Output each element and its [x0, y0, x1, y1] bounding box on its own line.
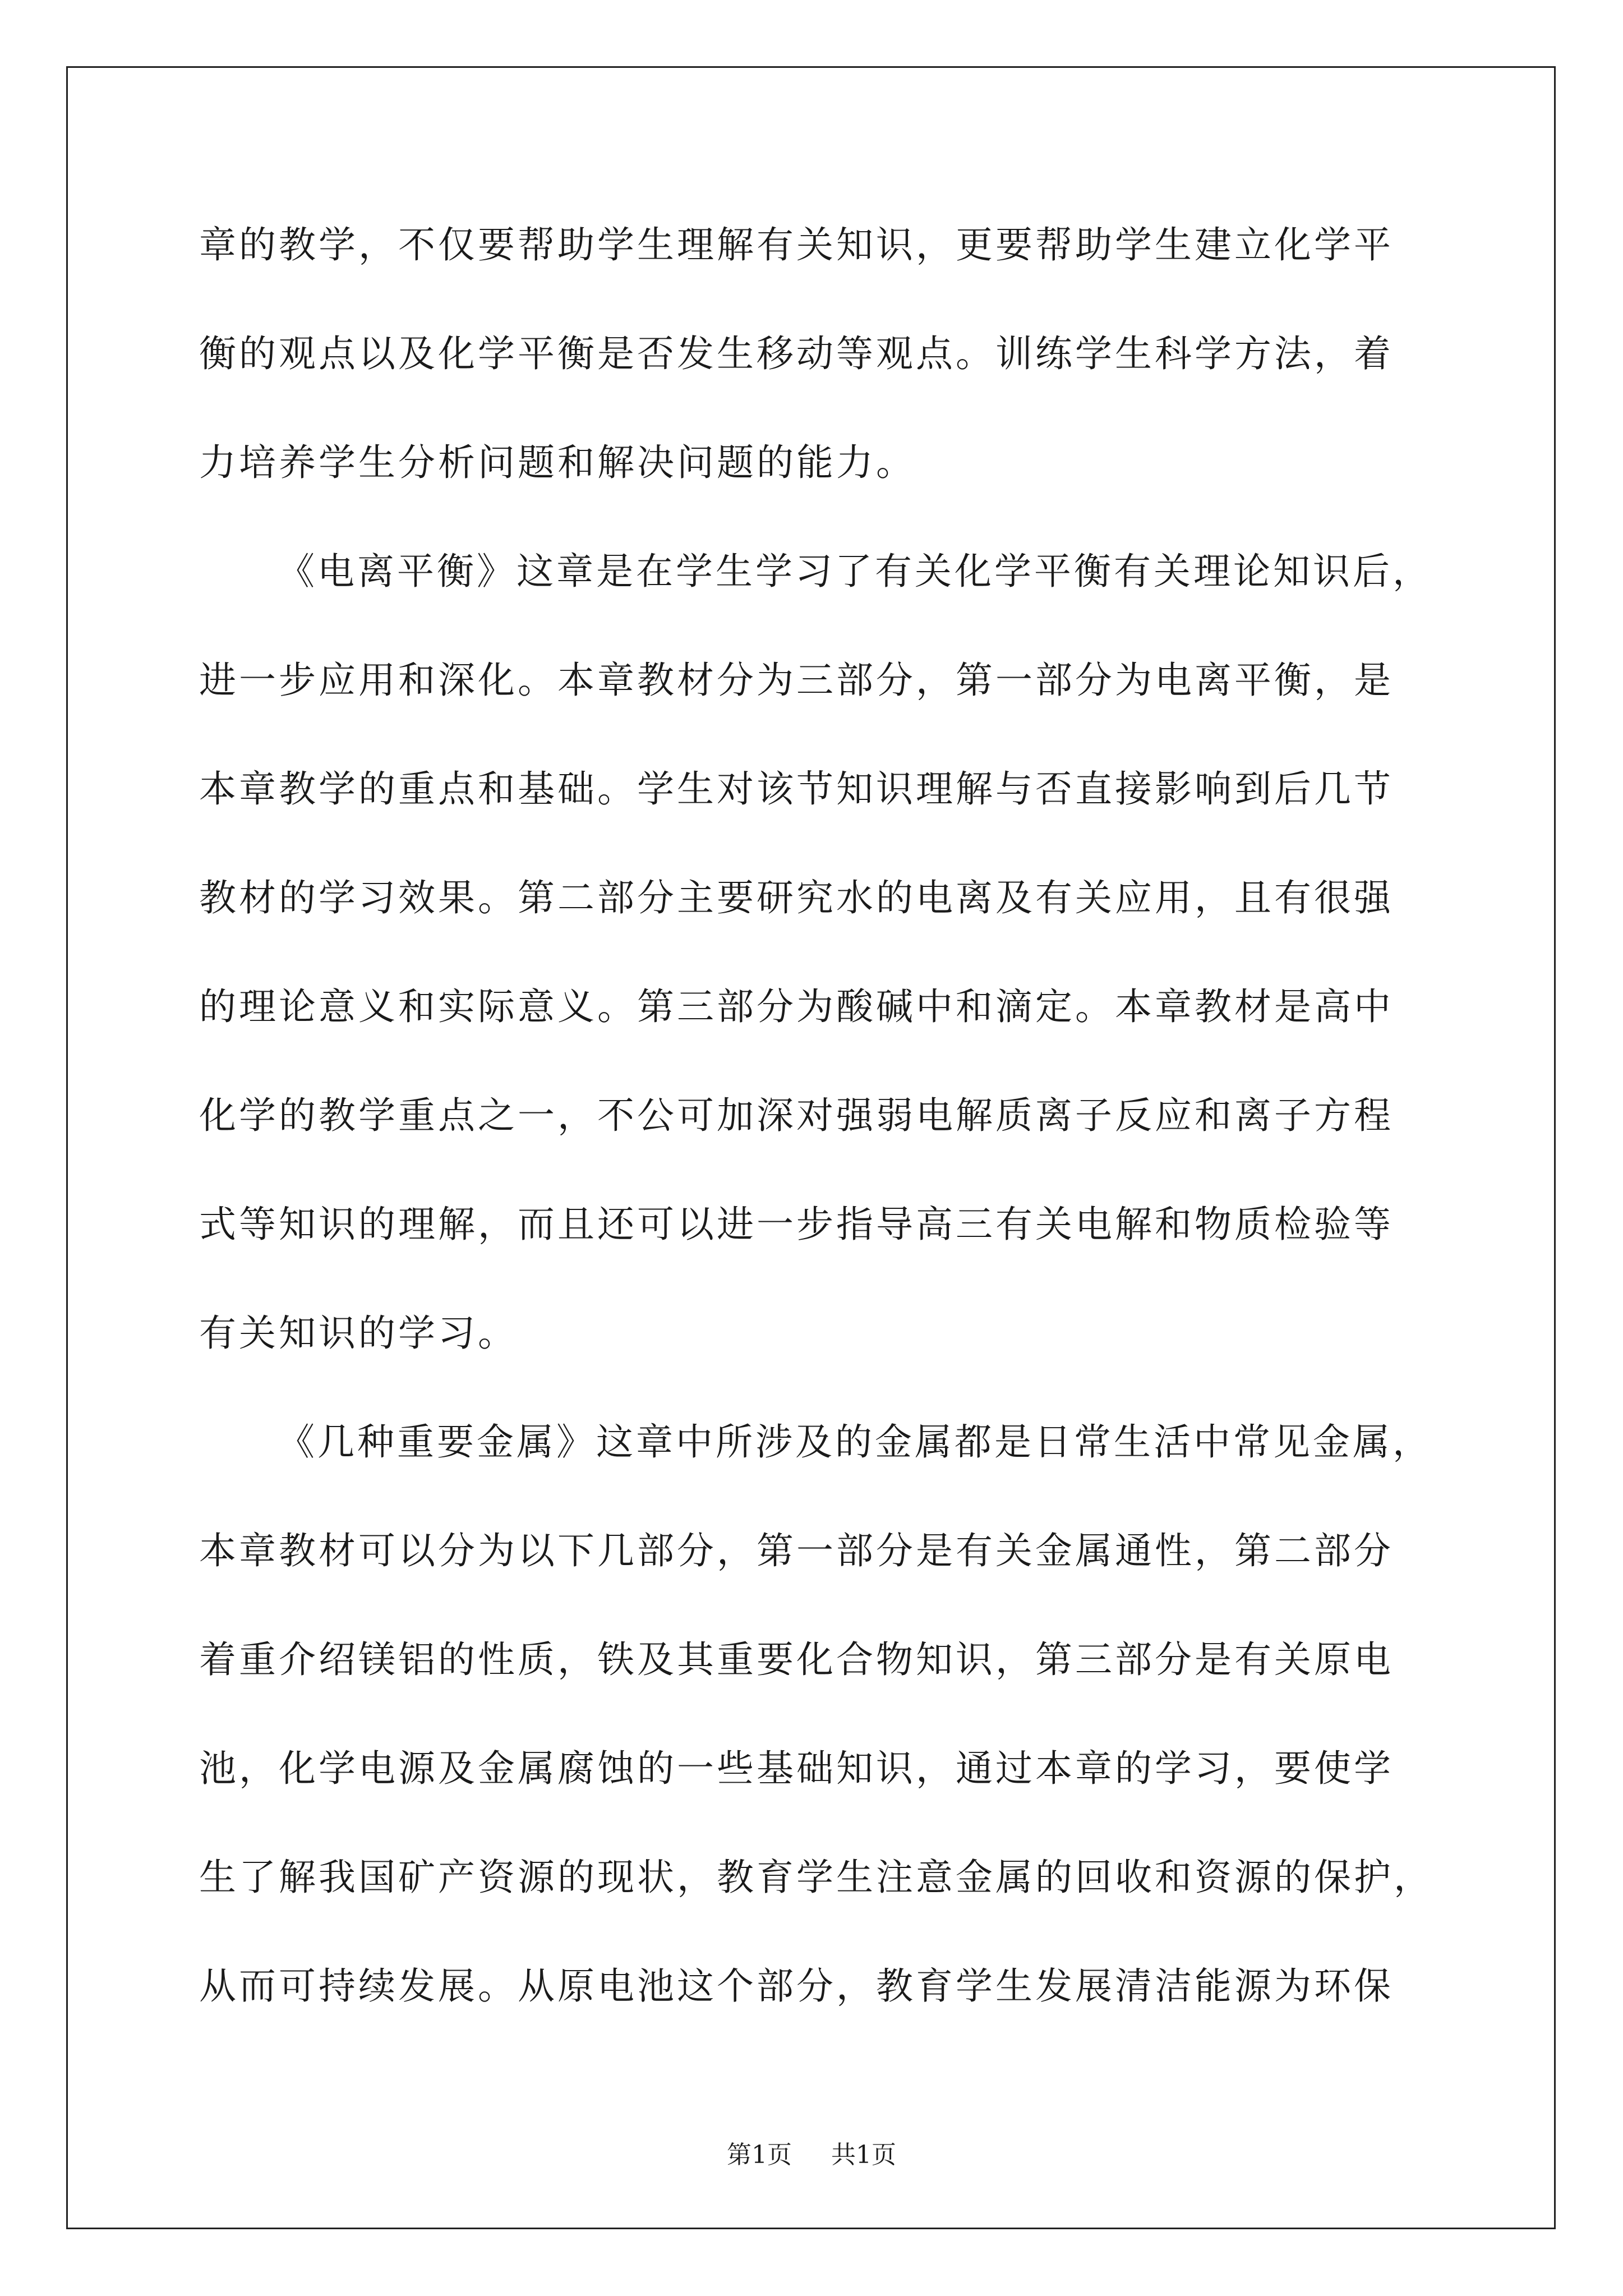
- text-line: 着重介绍镁铝的性质，铁及其重要化合物知识，第三部分是有关原电: [199, 1638, 1394, 1681]
- page-number: 第1页: [727, 2141, 792, 2169]
- paragraph-first-line: 《电离平衡》这章是在学生学习了有关化学平衡有关理论知识后，: [278, 550, 1432, 593]
- text-line: 教材的学习效果。第二部分主要研究水的电离及有关应用，且有很强: [199, 876, 1394, 919]
- text-line: 池，化学电源及金属腐蚀的一些基础知识，通过本章的学习，要使学: [199, 1747, 1394, 1790]
- text-line: 衡的观点以及化学平衡是否发生移动等观点。训练学生科学方法，着: [199, 332, 1394, 375]
- text-line: 化学的教学重点之一，不公可加深对强弱电解质离子反应和离子方程: [199, 1094, 1394, 1137]
- page-footer: [0, 2138, 1623, 2172]
- text-line: 力培养学生分析问题和解决问题的能力。: [199, 441, 916, 484]
- text-line: 本章教学的重点和基础。学生对该节知识理解与否直接影响到后几节: [199, 767, 1394, 811]
- text-line: 从而可持续发展。从原电池这个部分，教育学生发展清洁能源为环保: [199, 1964, 1394, 2008]
- text-line: 的理论意义和实际意义。第三部分为酸碱中和滴定。本章教材是高中: [199, 985, 1394, 1028]
- text-line: 本章教材可以分为以下几部分，第一部分是有关金属通性，第二部分: [199, 1529, 1394, 1572]
- text-line: 进一步应用和深化。本章教材分为三部分，第一部分为电离平衡，是: [199, 659, 1394, 702]
- text-line: 式等知识的理解，而且还可以进一步指导高三有关电解和物质检验等: [199, 1203, 1394, 1246]
- page-total: 共1页: [831, 2141, 896, 2169]
- paragraph-first-line: 《几种重要金属》这章中所涉及的金属都是日常生活中常见金属，: [278, 1420, 1432, 1464]
- document-body: [199, 209, 1433, 2059]
- text-line: 生了解我国矿产资源的现状，教育学生注意金属的回收和资源的保护，: [199, 1856, 1433, 1899]
- text-line: 章的教学，不仅要帮助学生理解有关知识，更要帮助学生建立化学平: [199, 223, 1394, 266]
- text-line: 有关知识的学习。: [199, 1312, 518, 1355]
